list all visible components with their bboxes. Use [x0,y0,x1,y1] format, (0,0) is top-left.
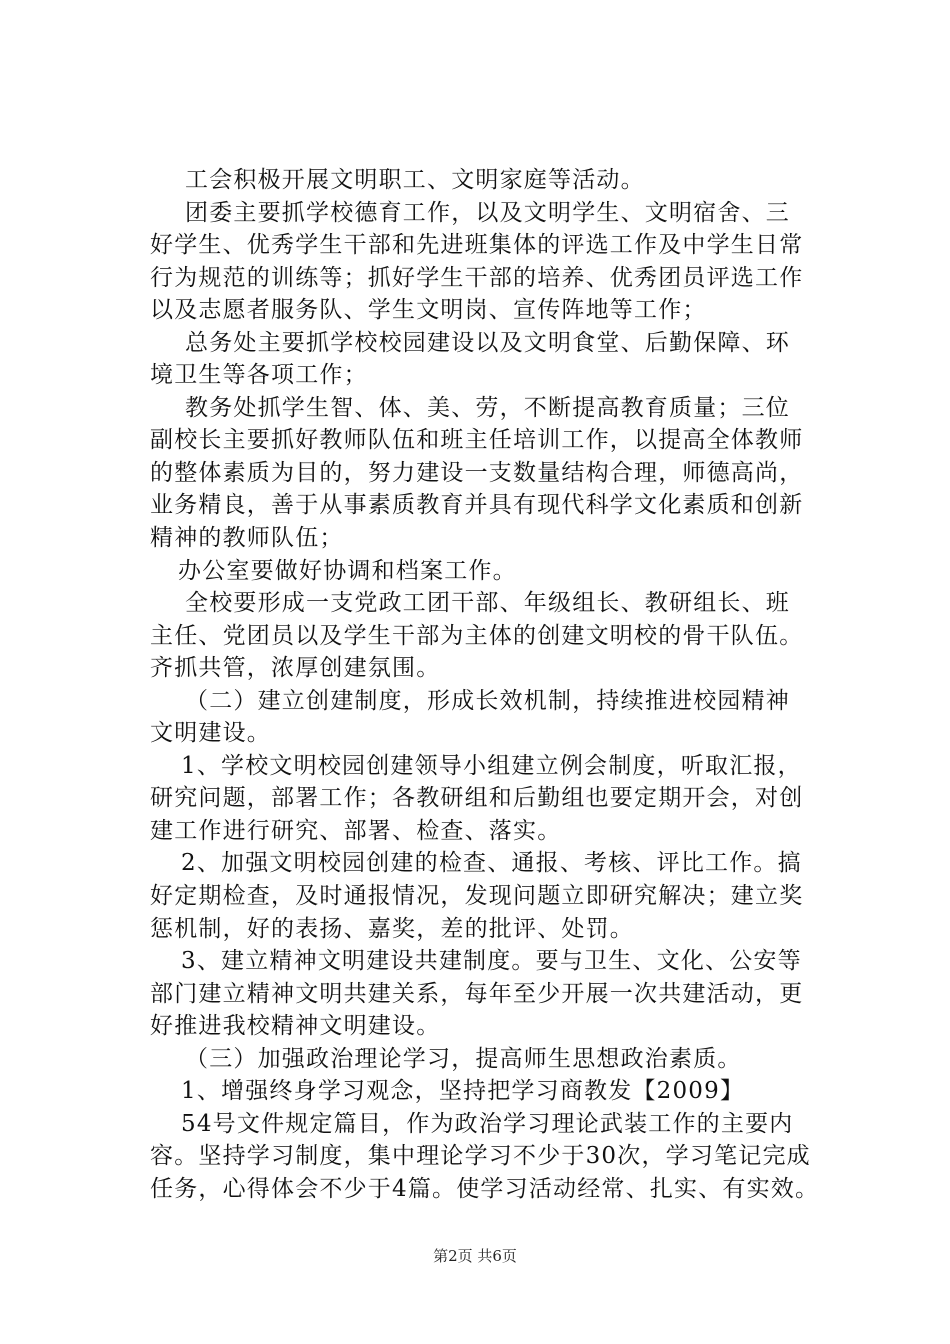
text-line: 境卫生等各项工作； [150,362,368,389]
text-line: 办公室要做好协调和档案工作。 [178,557,517,584]
text-line: 部门建立精神文明共建关系，每年至少开展一次共建活动，更 [150,980,804,1007]
text-line: 教务处抓学生智、体、美、劳，不断提高教育质量；三位 [185,394,790,421]
text-line: 以及志愿者服务队、学生文明岗、宣传阵地等工作； [150,297,707,324]
text-line: 1、增强终身学习观念，坚持把学习商教发【2009】 [181,1078,745,1105]
text-line: 研究问题，部署工作；各教研组和后勤组也要定期开会，对创 [150,785,804,812]
text-line: 1、学校文明校园创建领导小组建立例会制度，听取汇报， [181,752,802,779]
text-line: 的整体素质为目的，努力建设一支数量结构合理，师德高尚， [150,459,804,486]
text-line: 工会积极开展文明职工、文明家庭等活动。 [185,167,645,193]
page-footer: 第2页 共6页 [433,1247,517,1265]
text-line: 文明建设。 [150,720,271,747]
text-line: 建工作进行研究、部署、检查、落实。 [150,817,562,844]
text-line: 全校要形成一支党政工团干部、年级组长、教研组长、班 [185,590,790,617]
text-line: 惩机制，好的表扬、嘉奖，差的批评、处罚。 [150,915,634,942]
text-line: 行为规范的训练等；抓好学生干部的培养、优秀团员评选工作 [150,264,804,291]
text-line: （二）建立创建制度，形成长效机制，持续推进校园精神 [185,687,790,714]
text-line: 2、加强文明校园创建的检查、通报、考核、评比工作。搞 [181,850,802,877]
text-line: 任务，心得体会不少于4篇。使学习活动经常、扎实、有实效。 [150,1175,820,1202]
text-line: 容。坚持学习制度，集中理论学习不少于30次，学习笔记完成 [150,1143,811,1170]
text-line: 业务精良，善于从事素质教育并具有现代科学文化素质和创新 [150,492,804,519]
text-line: 总务处主要抓学校校园建设以及文明食堂、后勤保障、环 [185,329,790,356]
text-line: 好学生、优秀学生干部和先进班集体的评选工作及中学生日常 [150,232,804,259]
document-body [150,164,840,1206]
text-line: 主任、党团员以及学生干部为主体的创建文明校的骨干队伍。 [150,622,804,649]
text-line: 3、建立精神文明建设共建制度。要与卫生、文化、公安等 [181,948,802,975]
text-line: 好推进我校精神文明建设。 [150,1013,441,1040]
text-line: 副校长主要抓好教师队伍和班主任培训工作，以提高全体教师 [150,427,804,454]
text-line: 好定期检查，及时通报情况，发现问题立即研究解决；建立奖 [150,883,804,910]
text-line: 54号文件规定篇目，作为政治学习理论武装工作的主要内 [181,1110,794,1137]
text-line: 团委主要抓学校德育工作，以及文明学生、文明宿舍、三 [185,199,790,226]
text-line: 齐抓共管，浓厚创建氛围。 [150,655,441,682]
text-line: 精神的教师队伍； [150,525,344,552]
text-line: （三）加强政治理论学习，提高师生思想政治素质。 [185,1045,742,1072]
